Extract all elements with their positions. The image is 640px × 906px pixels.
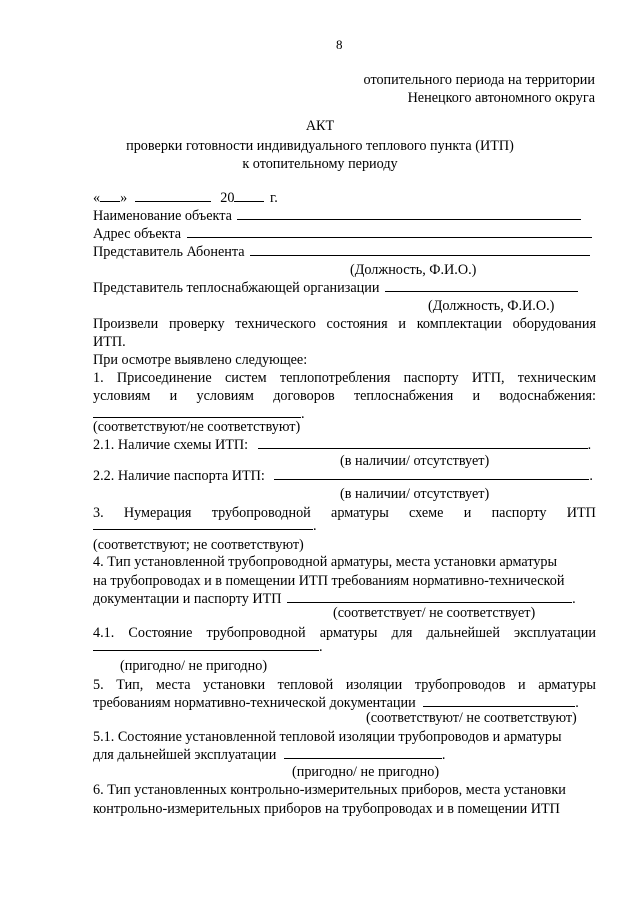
item5-field[interactable] bbox=[423, 694, 575, 707]
item41-hint: (пригодно/ не пригодно) bbox=[120, 658, 268, 674]
item22-hint: (в наличии/ отсутствует) bbox=[340, 486, 490, 502]
page-number: 8 bbox=[336, 37, 343, 52]
item21-hint: (в наличии/ отсутствует) bbox=[340, 453, 490, 469]
object-address-row bbox=[93, 225, 592, 243]
item6-line-2: контрольно-измерительных приборов на трубопроводах и в помещении ИТП bbox=[93, 801, 560, 817]
object-address-field[interactable] bbox=[187, 225, 592, 238]
position-hint-2: (Должность, Ф.И.О.) bbox=[428, 298, 555, 314]
item21-row: 2.1. Наличие схемы ИТП: . bbox=[93, 437, 592, 453]
item4-field[interactable] bbox=[287, 590, 572, 603]
item3-line-1: 3. Нумерация трубопроводной арматуры схеме и паспорту ИТП bbox=[93, 505, 596, 521]
intro-line-1: Произвели проверку технического состояния и комплектации оборудования bbox=[93, 316, 596, 332]
item1-answer-field[interactable] bbox=[93, 405, 301, 418]
item21-label: 2.1. Наличие схемы ИТП: bbox=[93, 437, 249, 453]
date-line: « » 20 г. bbox=[93, 190, 278, 206]
subscriber-rep-label: Представитель Абонента bbox=[93, 244, 245, 260]
item22-field[interactable] bbox=[274, 467, 589, 480]
heat-supplier-rep-row bbox=[93, 279, 578, 297]
item3-answer-field[interactable] bbox=[93, 517, 313, 530]
year-field[interactable] bbox=[234, 189, 264, 202]
item5-line-2: требованиям нормативно-технической документации . bbox=[93, 695, 579, 711]
item1-hint: (соответствуют/не соответствуют) bbox=[93, 419, 301, 435]
object-name-field[interactable] bbox=[237, 207, 581, 220]
item4-line-3: документации и паспорту ИТП . bbox=[93, 591, 576, 607]
position-hint-1: (Должность, Ф.И.О.) bbox=[350, 262, 477, 278]
title-line-2: к отопительному периоду bbox=[242, 156, 398, 172]
heat-supplier-rep-field[interactable] bbox=[385, 279, 578, 292]
item4-line-2: на трубопроводах и в помещении ИТП требованиям нормативно-технической bbox=[93, 573, 565, 589]
title-line-1: проверки готовности индивидуального теплового пункта (ИТП) bbox=[126, 138, 514, 154]
item5-hint: (соответствуют/ не соответствуют) bbox=[366, 710, 577, 726]
item5-line-1: 5. Тип, места установки тепловой изоляции трубопроводов и арматуры bbox=[93, 677, 596, 693]
found-line: При осмотре выявлено следующее: bbox=[93, 352, 308, 368]
item4-label: документации и паспорту ИТП bbox=[93, 591, 282, 607]
item3-answer-row: . bbox=[93, 517, 317, 535]
object-address-label: Адрес объекта bbox=[93, 226, 182, 242]
object-name-row bbox=[93, 207, 581, 225]
object-name-label: Наименование объекта bbox=[93, 208, 232, 224]
item51-field[interactable] bbox=[284, 746, 442, 759]
document-title: АКТ bbox=[305, 118, 335, 134]
item51-line-1: 5.1. Состояние установленной тепловой изоляции трубопроводов и арматуры bbox=[93, 729, 562, 745]
item3-hint: (соответствуют; не соответствуют) bbox=[93, 537, 304, 553]
item41-answer-field[interactable] bbox=[93, 638, 319, 651]
item51-line-2: для дальнейшей эксплуатации . bbox=[93, 747, 446, 763]
item22-row: 2.2. Наличие паспорта ИТП: . bbox=[93, 468, 593, 484]
day-field[interactable] bbox=[100, 189, 120, 202]
item41-answer-row: . bbox=[93, 638, 323, 656]
item1-line-2: условиям и условиям договоров теплоснабжения и водоснабжения: bbox=[93, 388, 596, 404]
item21-field[interactable] bbox=[258, 436, 588, 449]
item1-line-1: 1. Присоединение систем теплопотребления паспорту ИТП, техническим bbox=[93, 370, 596, 386]
item4-line-1: 4. Тип установленной трубопроводной арматуры, места установки арматуры bbox=[93, 554, 558, 570]
item51-label: для дальнейшей эксплуатации bbox=[93, 747, 277, 763]
item6-line-1: 6. Тип установленных контрольно-измерительных приборов, места установки bbox=[93, 782, 566, 798]
heat-supplier-rep-label: Представитель теплоснабжающей организации bbox=[93, 280, 380, 296]
item1-answer-row: . bbox=[93, 405, 305, 423]
item51-hint: (пригодно/ не пригодно) bbox=[292, 764, 440, 780]
subscriber-rep-row bbox=[93, 243, 590, 261]
header-line-2: Ненецкого автономного округа bbox=[407, 90, 595, 106]
subscriber-rep-field[interactable] bbox=[250, 243, 590, 256]
item22-label: 2.2. Наличие паспорта ИТП: bbox=[93, 468, 265, 484]
item4-hint: (соответствует/ не соответствует) bbox=[333, 605, 536, 621]
header-line-1: отопительного периода на территории bbox=[363, 72, 595, 88]
month-field[interactable] bbox=[135, 189, 211, 202]
intro-line-2: ИТП. bbox=[93, 334, 126, 350]
item41-line-1: 4.1. Состояние трубопроводной арматуры для дальнейшей эксплуатации bbox=[93, 625, 596, 641]
item5-label: требованиям нормативно-технической документации bbox=[93, 695, 416, 711]
